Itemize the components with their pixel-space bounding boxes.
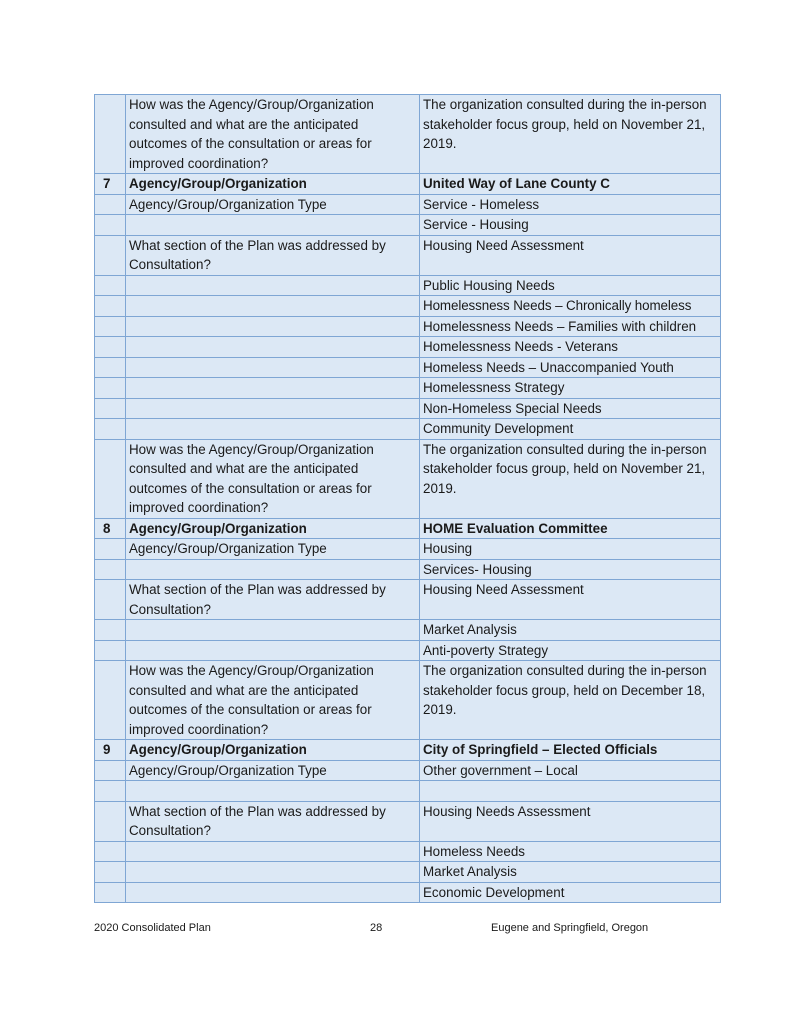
table-row xyxy=(95,337,721,358)
table-row xyxy=(95,398,721,419)
agency-name-cell: City of Springfield – Elected Officials xyxy=(420,740,721,761)
row-value-cell: The organization consulted during the in-person stakeholder focus group, held on December 18, 2019. xyxy=(420,661,721,740)
table-row xyxy=(95,760,721,781)
table-row xyxy=(95,518,721,539)
table-row xyxy=(95,378,721,399)
row-label-cell: Agency/Group/Organization Type xyxy=(126,539,420,560)
footer-right: Eugene and Springfield, Oregon xyxy=(491,922,649,934)
row-value-cell: Community Development xyxy=(420,419,721,440)
table-row xyxy=(95,235,721,275)
row-number-cell xyxy=(95,760,126,781)
row-label-cell: Agency/Group/Organization xyxy=(126,174,420,195)
row-value-cell: Homelessness Needs – Chronically homeless xyxy=(420,296,721,317)
table-row xyxy=(95,419,721,440)
table-row xyxy=(95,801,721,841)
row-value-cell: Public Housing Needs xyxy=(420,275,721,296)
consultation-table xyxy=(94,94,721,903)
footer-left: 2020 Consolidated Plan xyxy=(94,922,211,934)
table-row xyxy=(95,580,721,620)
row-label-cell: How was the Agency/Group/Organization consulted and what are the anticipated outcomes of the consultation or areas for improved coordination? xyxy=(126,661,420,740)
table-row xyxy=(95,559,721,580)
row-value-cell: Economic Development xyxy=(420,882,721,903)
table-row xyxy=(95,841,721,862)
row-label-cell: Agency/Group/Organization xyxy=(126,518,420,539)
table-row xyxy=(95,296,721,317)
row-value-cell: Other government – Local xyxy=(420,760,721,781)
row-number-cell xyxy=(95,580,126,620)
row-number-cell xyxy=(95,801,126,841)
table-row xyxy=(95,95,721,174)
row-label-cell: Agency/Group/Organization Type xyxy=(126,194,420,215)
table-row xyxy=(95,316,721,337)
row-value-cell: Housing Needs Assessment xyxy=(420,801,721,841)
table-row xyxy=(95,781,721,802)
row-value-cell: Market Analysis xyxy=(420,620,721,641)
row-number-cell xyxy=(95,215,126,236)
table-row xyxy=(95,661,721,740)
table-row xyxy=(95,215,721,236)
table-row xyxy=(95,620,721,641)
table-row xyxy=(95,882,721,903)
table-row xyxy=(95,174,721,195)
row-value-cell: Non-Homeless Special Needs xyxy=(420,398,721,419)
row-value-cell xyxy=(420,781,721,802)
row-number-cell xyxy=(95,439,126,518)
table-row xyxy=(95,539,721,560)
row-number-cell: 8 xyxy=(95,518,126,539)
row-value-cell: Homelessness Needs – Families with children xyxy=(420,316,721,337)
row-value-cell: Homeless Needs xyxy=(420,841,721,862)
row-number-cell: 9 xyxy=(95,740,126,761)
table-row xyxy=(95,194,721,215)
table-row xyxy=(95,862,721,883)
row-value-cell: Housing Need Assessment xyxy=(420,235,721,275)
row-value-cell: Housing xyxy=(420,539,721,560)
row-value-cell: The organization consulted during the in-person stakeholder focus group, held on November 21, 2019. xyxy=(420,95,721,174)
row-number-cell xyxy=(95,194,126,215)
agency-name-cell: United Way of Lane County C xyxy=(420,174,721,195)
row-value-cell: Service - Homeless xyxy=(420,194,721,215)
row-label-cell: What section of the Plan was addressed by Consultation? xyxy=(126,801,420,841)
table-row xyxy=(95,439,721,518)
row-label-cell: How was the Agency/Group/Organization consulted and what are the anticipated outcomes of the consultation or areas for improved coordination? xyxy=(126,439,420,518)
row-value-cell: Homelessness Needs - Veterans xyxy=(420,337,721,358)
footer-page-number: 28 xyxy=(370,922,383,934)
table-row xyxy=(95,357,721,378)
row-number-cell xyxy=(95,661,126,740)
row-value-cell: The organization consulted during the in-person stakeholder focus group, held on November 21, 2019. xyxy=(420,439,721,518)
row-value-cell: Services- Housing xyxy=(420,559,721,580)
row-value-cell: Homeless Needs – Unaccompanied Youth xyxy=(420,357,721,378)
row-number-cell: 7 xyxy=(95,174,126,195)
table-row xyxy=(95,275,721,296)
row-label-cell: What section of the Plan was addressed by Consultation? xyxy=(126,580,420,620)
table-row xyxy=(95,740,721,761)
row-value-cell: Service - Housing xyxy=(420,215,721,236)
row-value-cell: Market Analysis xyxy=(420,862,721,883)
row-number-cell xyxy=(95,95,126,174)
row-label-cell: What section of the Plan was addressed by Consultation? xyxy=(126,235,420,275)
row-number-cell xyxy=(95,235,126,275)
row-label-cell xyxy=(126,215,420,236)
agency-name-cell: HOME Evaluation Committee xyxy=(420,518,721,539)
row-value-cell: Housing Need Assessment xyxy=(420,580,721,620)
row-value-cell: Homelessness Strategy xyxy=(420,378,721,399)
row-value-cell: Anti-poverty Strategy xyxy=(420,640,721,661)
row-label-cell: How was the Agency/Group/Organization consulted and what are the anticipated outcomes of the consultation or areas for improved coordination? xyxy=(126,95,420,174)
row-label-cell: Agency/Group/Organization xyxy=(126,740,420,761)
table-row xyxy=(95,640,721,661)
row-number-cell xyxy=(95,539,126,560)
row-label-cell: Agency/Group/Organization Type xyxy=(126,760,420,781)
